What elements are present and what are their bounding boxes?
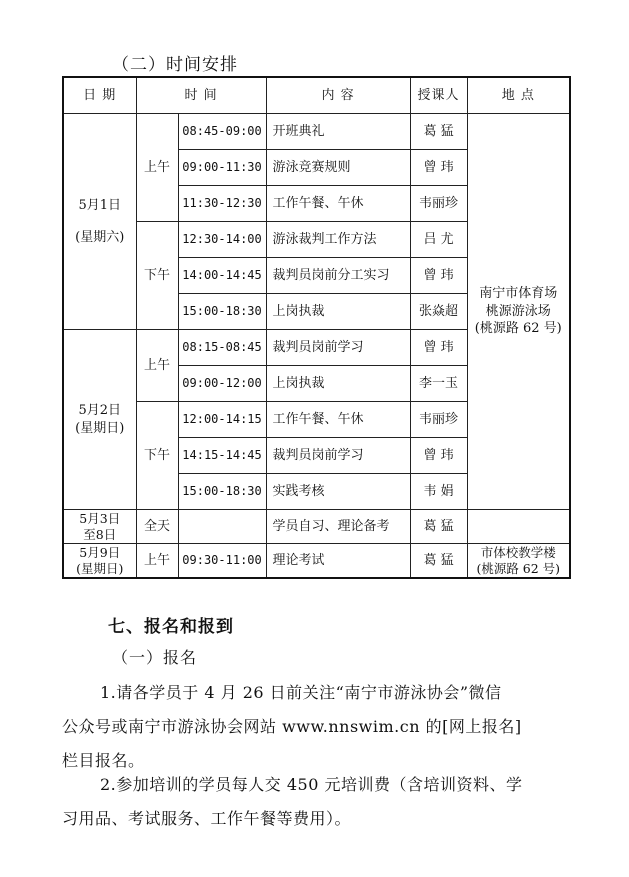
location-main-line2: 桃源游泳场 — [485, 303, 551, 319]
lecturer-cell: 李一玉 — [410, 366, 467, 402]
time-cell: 15:00-18:30 — [178, 474, 266, 510]
lecturer-cell: 葛 猛 — [410, 510, 467, 544]
day4-date-cell — [63, 544, 136, 579]
day1-am: 上午 — [136, 114, 178, 222]
location-exam-line1: 市体校教学楼 — [480, 544, 556, 560]
day4-weekday: (星期日) — [76, 560, 124, 576]
lecturer-cell: 葛 猛 — [410, 544, 467, 579]
location-empty-cell — [467, 510, 570, 544]
paragraph-line: 公众号或南宁市游泳协会网站 www.nnswim.cn 的[网上报名] — [62, 717, 522, 736]
lecturer-cell: 曾 玮 — [410, 438, 467, 474]
time-cell: 08:45-09:00 — [178, 114, 266, 150]
registration-paragraph-2 — [62, 768, 567, 836]
lecturer-cell: 吕 尤 — [410, 222, 467, 258]
location-main-cell — [467, 114, 570, 510]
header-content: 内 容 — [266, 77, 410, 114]
day3-date-cell — [63, 510, 136, 544]
time-cell: 11:30-12:30 — [178, 186, 266, 222]
table-row — [63, 510, 570, 544]
time-cell: 14:15-14:45 — [178, 438, 266, 474]
paragraph-line: 1.请各学员于 4 月 26 日前关注“南宁市游泳协会”微信 — [100, 683, 502, 702]
table-row — [63, 544, 570, 579]
content-cell: 裁判员岗前学习 — [266, 438, 410, 474]
time-cell: 09:30-11:00 — [178, 544, 266, 579]
sub1-title: （一）报名 — [112, 648, 198, 667]
table-row — [63, 114, 570, 150]
lecturer-cell: 曾 玮 — [410, 258, 467, 294]
lecturer-cell: 韦丽珍 — [410, 402, 467, 438]
lecturer-cell: 韦 娟 — [410, 474, 467, 510]
day2-weekday: (星期日) — [75, 420, 125, 436]
day4-period: 上午 — [136, 544, 178, 579]
time-cell: 15:00-18:30 — [178, 294, 266, 330]
lecturer-cell: 韦丽珍 — [410, 186, 467, 222]
content-cell: 实践考核 — [266, 474, 410, 510]
day3-date-line2: 至8日 — [83, 526, 117, 542]
header-lecturer: 授课人 — [410, 77, 467, 114]
paragraph-line: 栏目报名。 — [62, 751, 145, 770]
schedule-heading: （二）时间安排 — [112, 55, 238, 75]
content-cell: 工作午餐、午休 — [266, 402, 410, 438]
time-cell: 09:00-11:30 — [178, 150, 266, 186]
time-cell: 12:30-14:00 — [178, 222, 266, 258]
content-cell: 上岗执裁 — [266, 294, 410, 330]
day1-pm: 下午 — [136, 222, 178, 330]
content-cell: 学员自习、理论备考 — [266, 510, 410, 544]
content-cell: 开班典礼 — [266, 114, 410, 150]
day2-date-cell — [63, 330, 136, 510]
location-main-line3: (桃源路 62 号) — [474, 321, 562, 337]
paragraph-line: 2.参加培训的学员每人交 450 元培训费（含培训资料、学 — [100, 775, 523, 794]
day2-date: 5月2日 — [78, 402, 122, 418]
header-date: 日 期 — [63, 77, 136, 114]
content-cell: 裁判员岗前学习 — [266, 330, 410, 366]
time-cell: 09:00-12:00 — [178, 366, 266, 402]
header-location: 地 点 — [467, 77, 570, 114]
paragraph-line: 习用品、考试服务、工作午餐等费用）。 — [62, 809, 352, 828]
lecturer-cell: 葛 猛 — [410, 114, 467, 150]
day3-period: 全天 — [136, 510, 178, 544]
lecturer-cell: 曾 玮 — [410, 330, 467, 366]
section7-title: 七、报名和报到 — [108, 617, 234, 637]
schedule-table — [62, 76, 571, 579]
day4-date: 5月9日 — [79, 544, 121, 560]
time-cell: 08:15-08:45 — [178, 330, 266, 366]
day1-date: 5月1日 — [78, 197, 122, 213]
day3-date-line1: 5月3日 — [79, 510, 121, 526]
content-cell: 理论考试 — [266, 544, 410, 579]
day1-date-cell — [63, 114, 136, 330]
content-cell: 上岗执裁 — [266, 366, 410, 402]
location-exam-line2: (桃源路 62 号) — [476, 560, 561, 576]
location-exam-cell — [467, 544, 570, 579]
time-cell — [178, 510, 266, 544]
lecturer-cell: 张焱超 — [410, 294, 467, 330]
lecturer-cell: 曾 玮 — [410, 150, 467, 186]
day1-weekday: (星期六) — [75, 229, 125, 245]
content-cell: 裁判员岗前分工实习 — [266, 258, 410, 294]
day2-am: 上午 — [136, 330, 178, 402]
registration-paragraph-1 — [62, 676, 567, 778]
header-time: 时 间 — [136, 77, 266, 114]
day2-pm: 下午 — [136, 402, 178, 510]
time-cell: 14:00-14:45 — [178, 258, 266, 294]
content-cell: 游泳裁判工作方法 — [266, 222, 410, 258]
location-main-line1: 南宁市体育场 — [479, 286, 558, 302]
time-cell: 12:00-14:15 — [178, 402, 266, 438]
table-header-row — [63, 77, 570, 114]
content-cell: 游泳竞赛规则 — [266, 150, 410, 186]
content-cell: 工作午餐、午休 — [266, 186, 410, 222]
